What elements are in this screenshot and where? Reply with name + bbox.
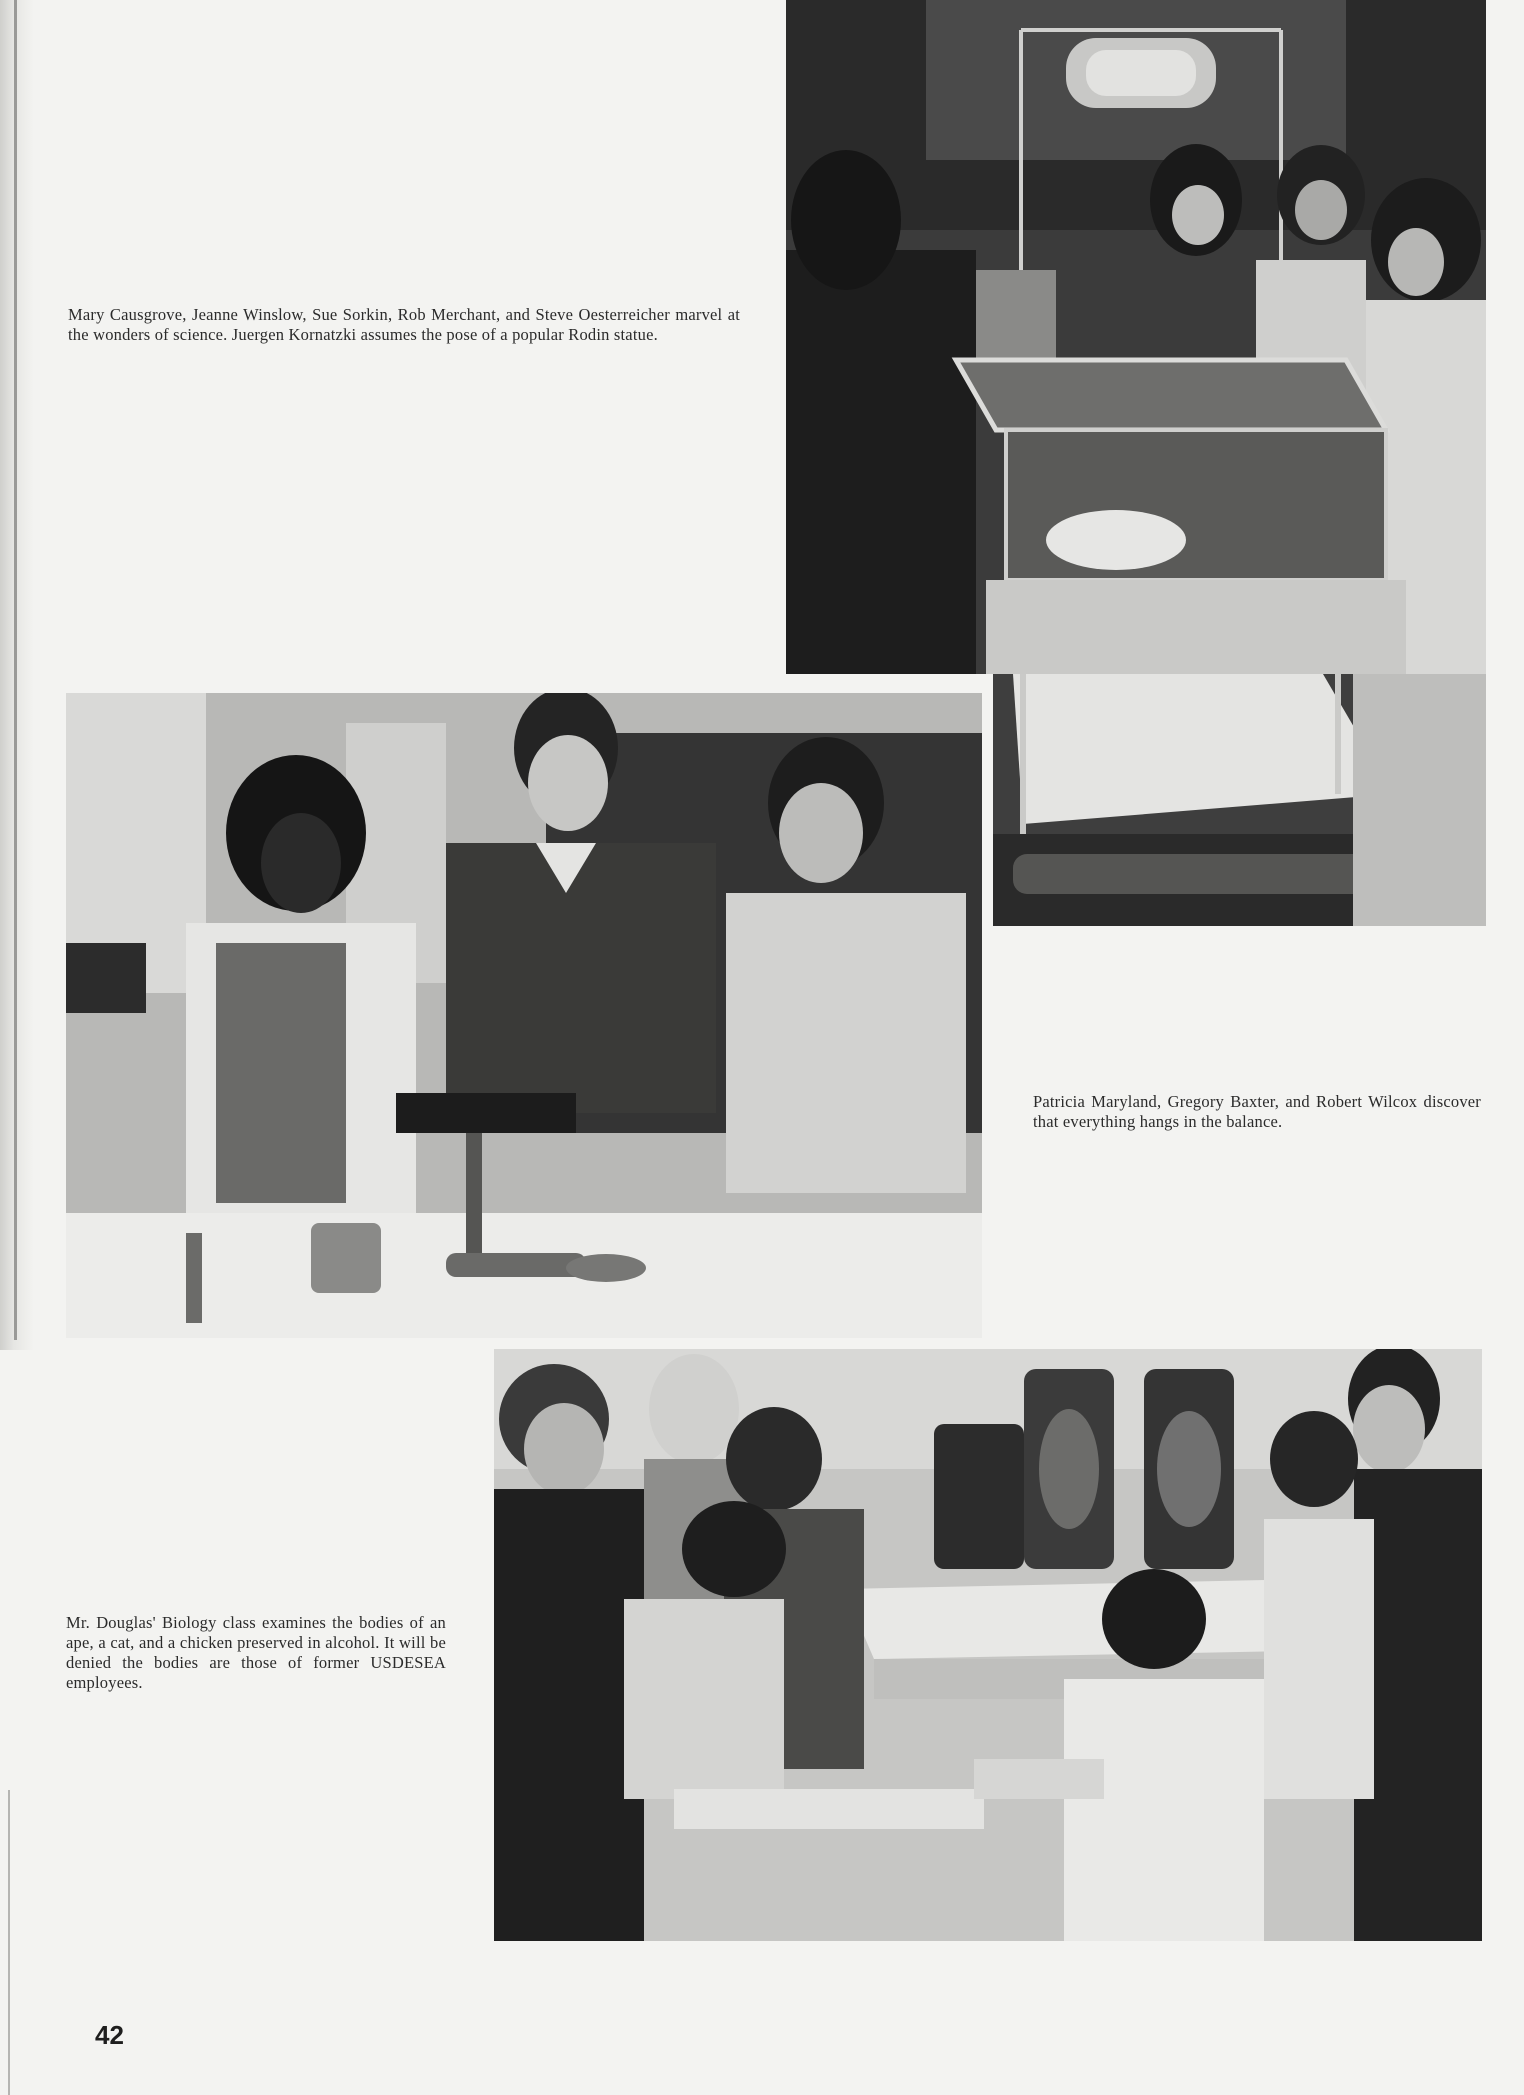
binding-edge-line: [14, 0, 17, 1340]
caption-biology-class: Mr. Douglas' Biology class examines the bodies of an ape, a cat, and a chicken preserved in alcohol. It will be denied the bodies are those of former USDESEA employees.: [66, 1612, 446, 1692]
photo-biology-specimens: [494, 1349, 1482, 1941]
caption-science-apparatus: Mary Causgrove, Jeanne Winslow, Sue Sorkin, Rob Merchant, and Steve Oesterreicher marvel at the wonders of science. Juergen Kornatzki assumes the pose of a popular Rodin statue.: [68, 304, 740, 344]
binding-edge-line-lower: [8, 1790, 10, 2095]
photo-balance-experiment: [66, 693, 982, 1338]
binding-gutter: [0, 0, 34, 1350]
page-number: 42: [95, 2020, 124, 2050]
photo-science-apparatus: [786, 0, 1486, 674]
caption-balance-experiment: Patricia Maryland, Gregory Baxter, and Robert Wilcox discover that everything hangs in the balance.: [1033, 1091, 1481, 1131]
photo-science-apparatus-base: [993, 674, 1486, 926]
